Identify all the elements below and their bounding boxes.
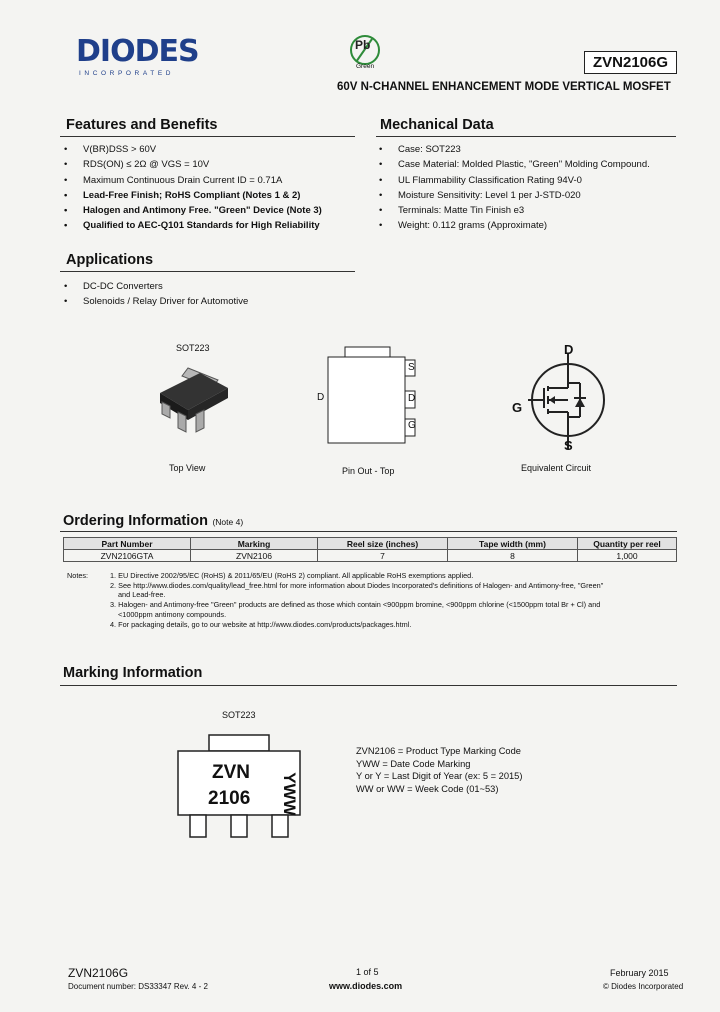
col-header: Marking (191, 538, 318, 550)
pin-label-d: D (408, 393, 416, 404)
list-item: • Solenoids / Relay Driver for Automotive (60, 294, 248, 309)
table-cell: ZVN2106GTA (64, 550, 191, 562)
legend-line: YWW = Date Code Marking (356, 758, 471, 769)
footer-part: ZVN2106G (68, 966, 129, 980)
col-header: Tape width (mm) (448, 538, 578, 550)
legend-line: Y or Y = Last Digit of Year (ex: 5 = 2015) (356, 771, 523, 781)
notes-label: Notes: (67, 571, 89, 580)
list-item: • Moisture Sensitivity: Level 1 per J-STD-020 (375, 188, 650, 203)
chip-line-1: ZVN (212, 762, 250, 783)
list-item: • Maximum Continuous Drain Current ID = 0.71A (60, 173, 322, 188)
list-item: • Case Material: Molded Plastic, "Green" Molding Compound. (375, 157, 650, 172)
logo-subtitle: INCORPORATED (79, 70, 175, 77)
features-title: Features and Benefits (66, 117, 218, 133)
notes-list (110, 571, 680, 629)
applications-title: Applications (66, 252, 154, 268)
pin-label-g: G (408, 420, 416, 431)
diodes-logo: DIODES (76, 34, 199, 69)
list-item: • Terminals: Matte Tin Finish e3 (375, 203, 650, 218)
list-item: • Qualified to AEC-Q101 Standards for High Reliability (60, 218, 322, 233)
note-line: 4. For packaging details, go to our website at http://www.diodes.com/products/packages.html. (110, 619, 412, 629)
circuit-caption: Equivalent Circuit (521, 463, 592, 473)
table-cell: 7 (318, 550, 448, 562)
list-item: • Lead-Free Finish; RoHS Compliant (Notes 1 & 2) (60, 188, 322, 203)
note-line: <1000ppm antimony compounds. (118, 609, 227, 619)
footer-page: 1 of 5 (356, 967, 379, 977)
mechanical-list (375, 142, 650, 234)
col-header: Quantity per reel (578, 538, 677, 550)
note-line: 2. See http://www.diodes.com/quality/lead_free.html for more information about Diodes Incorporated's definitions of Halogen- and Antimony-free, "Green" (110, 580, 604, 590)
pb-symbol: Pb (355, 38, 371, 52)
ordering-table (63, 537, 677, 562)
applications-list (60, 279, 248, 310)
list-item: • DC-DC Converters (60, 279, 248, 294)
table-cell: 1,000 (578, 550, 677, 562)
list-item: • V(BR)DSS > 60V (60, 142, 322, 157)
list-item: • Case: SOT223 (375, 142, 650, 157)
marking-title: Marking Information (63, 665, 203, 681)
chip-date-code: YWW (280, 772, 299, 816)
pin-label-s: S (408, 362, 415, 373)
marking-package-label: SOT223 (222, 710, 256, 720)
legend-line: WW or WW = Week Code (01~53) (356, 783, 499, 794)
legend-line: ZVN2106 = Product Type Marking Code (356, 746, 521, 756)
pin-left-label: D (317, 392, 325, 403)
top-view-caption: Top View (169, 463, 206, 473)
col-header: Part Number (64, 538, 191, 550)
part-number-box: ZVN2106G (584, 51, 677, 74)
table-row (64, 550, 677, 562)
table-header-row (64, 538, 677, 550)
green-label: Green (356, 63, 375, 70)
note-line: and Lead-free. (118, 590, 166, 600)
list-item: • UL Flammability Classification Rating 94V-0 (375, 173, 650, 188)
list-item: • Weight: 0.112 grams (Approximate) (375, 218, 650, 233)
ordering-note-ref: (Note 4) (212, 517, 244, 527)
note-line: 1. EU Directive 2002/95/EC (RoHS) & 2011/65/EU (RoHS 2) compliant. All applicable RoHS exemptions applied. (110, 571, 474, 580)
circuit-drain-label: D (564, 342, 574, 357)
document-subtitle: 60V N-CHANNEL ENHANCEMENT MODE VERTICAL MOSFET (337, 81, 671, 93)
list-item: • RDS(ON) ≤ 2Ω @ VGS = 10V (60, 157, 322, 172)
footer-url[interactable]: www.diodes.com (329, 981, 403, 991)
note-line: 3. Halogen- and Antimony-free "Green" products are defined as those which contain <900ppm bromine, <900ppm chlorine (<1500ppm total Br + Cl) and (110, 600, 601, 610)
list-item: • Halogen and Antimony Free. "Green" Device (Note 3) (60, 203, 322, 218)
footer-doc: Document number: DS33347 Rev. 4 - 2 (68, 982, 208, 991)
footer-date: February 2015 (610, 968, 669, 978)
table-cell: ZVN2106 (191, 550, 318, 562)
mechanical-title: Mechanical Data (380, 117, 494, 133)
package-label: SOT223 (176, 343, 210, 353)
package-3d-image (150, 358, 235, 443)
features-list (60, 142, 322, 234)
table-cell: 8 (448, 550, 578, 562)
ordering-title: Ordering Information (63, 513, 208, 529)
chip-line-2: 2106 (208, 788, 251, 809)
pinout-caption: Pin Out - Top (342, 466, 395, 476)
marking-legend (356, 745, 522, 795)
footer-copyright: © Diodes Incorporated (603, 982, 684, 991)
ordering-title-row (63, 512, 243, 530)
pinout-diagram (327, 346, 417, 458)
circuit-source-label: S (564, 438, 573, 453)
circuit-gate-label: G (512, 400, 523, 415)
col-header: Reel size (inches) (318, 538, 448, 550)
